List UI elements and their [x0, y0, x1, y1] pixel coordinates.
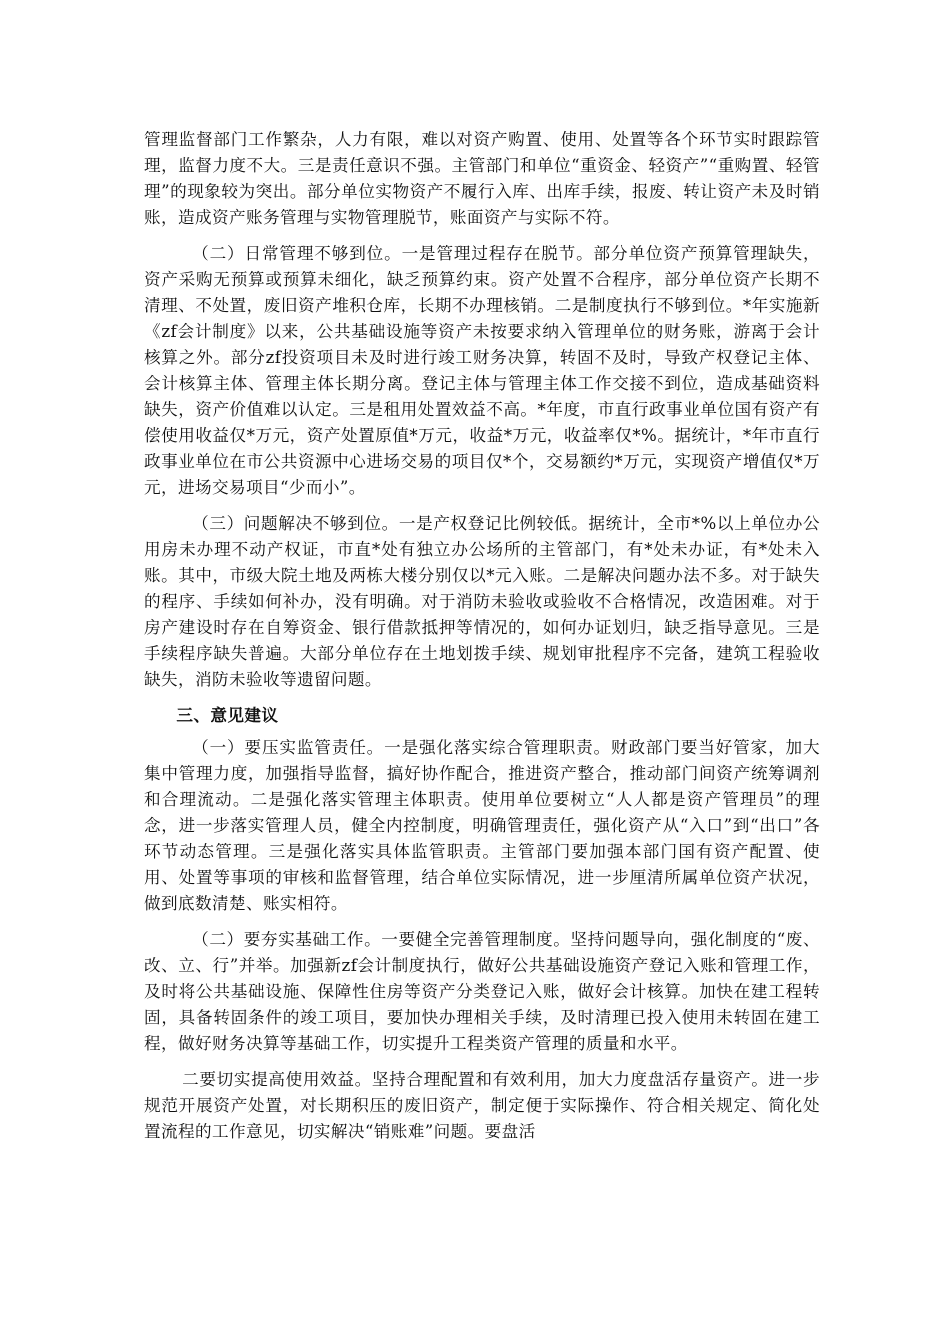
paragraph-supervision-responsibility: （一）要压实监管责任。一是强化落实综合管理职责。财政部门要当好管家，加大集中管理力度，加强指导监督，搞好协作配合，推进资产整合，推动部门间资产统筹调剂和合理流动。二是强化落实管理主体职责。使用单位要树立“人人都是资产管理员”的理念，进一步落实管理人员，健全内控制度，明确管理责任，强化资产从“入口”到“出口”各环节动态管理。三是强化落实具体监管职责。主管部门要加强本部门国有资产配置、使用、处置等事项的审核和监督管理，结合单位实际情况，进一步厘清所属单位资产状况，做到底数清楚、账实相符。 — [144, 738, 820, 913]
paragraph-daily-management: （二）日常管理不够到位。一是管理过程存在脱节。部分单位资产预算管理缺失，资产采购无预算或预算未细化，缺乏预算约束。资产处置不合程序，部分单位资产长期不清理、不处置，废旧资产堆积仓库，长期不办理核销。二是制度执行不够到位。*年实施新《zf会计制度》以来，公共基础设施等资产未按要求纳入管理单位的财务账，游离于会计核算之外。部分zf投资项目未及时进行竣工财务决算，转固不及时，导致产权登记主体、会计核算主体、管理主体长期分离。登记主体与管理主体工作交接不到位，造成基础资料缺失，资产价值难以认定。三是租用处置效益不高。*年度，市直行政事业单位国有资产有偿使用收益仅*万元，资产处置原值*万元，收益*万元，收益率仅*%。据统计，*年市直行政事业单位在市公共资源中心进场交易的项目仅*个，交易额约*万元，实现资产增值仅*万元，进场交易项目“少而小”。 — [144, 244, 820, 497]
paragraph-basic-work: （二）要夯实基础工作。一要健全完善管理制度。坚持问题导向，强化制度的“废、改、立、行”并举。加强新zf会计制度执行，做好公共基础设施资产登记入账和管理工作，及时将公共基础设施、保障性住房等资产分类登记入账，做好会计核算。加快在建工程转固，具备转固条件的竣工项目，要加快办理相关手续，及时清理已投入使用未转固在建工程，做好财务决算等基础工作，切实提升工程类资产管理的质量和水平。 — [144, 930, 820, 1053]
paragraph-problem-solving: （三）问题解决不够到位。一是产权登记比例较低。据统计，全市*%以上单位办公用房未办理不动产权证，市直*处有独立办公场所的主管部门，有*处未办证，有*处未入账。其中，市级大院土地及两栋大楼分别仅以*元入账。二是解决问题办法不多。对于缺失的程序、手续如何补办，没有明确。对于消防未验收或验收不合格情况，改造困难。对于房产建设时存在自筹资金、银行借款抵押等情况的，如何办证划归，缺乏指导意见。三是手续程序缺失普遍。大部分单位存在土地划拨手续、规划审批程序不完备，建筑工程验收缺失，消防未验收等遗留问题。 — [144, 514, 820, 689]
document-page — [144, 127, 820, 1155]
section-title-suggestions: 三、意见建议 — [176, 706, 279, 725]
paragraph-asset-oversight: 管理监督部门工作繁杂，人力有限，难以对资产购置、使用、处置等各个环节实时跟踪管理，监督力度不大。三是责任意识不强。主管部门和单位“重资金、轻资产”“重购置、轻管理”的现象较为突出。部分单位实物资产不履行入库、出库手续，报废、转让资产未及时销账，造成资产账务管理与实物管理脱节，账面资产与实际不符。 — [144, 130, 820, 227]
paragraph-usage-efficiency: 二要切实提高使用效益。坚持合理配置和有效利用，加大力度盘活存量资产。进一步规范开展资产处置，对长期积压的废旧资产，制定便于实际操作、符合相关规定、简化处置流程的工作意见，切实解决“销账难”问题。要盘活 — [144, 1070, 820, 1141]
